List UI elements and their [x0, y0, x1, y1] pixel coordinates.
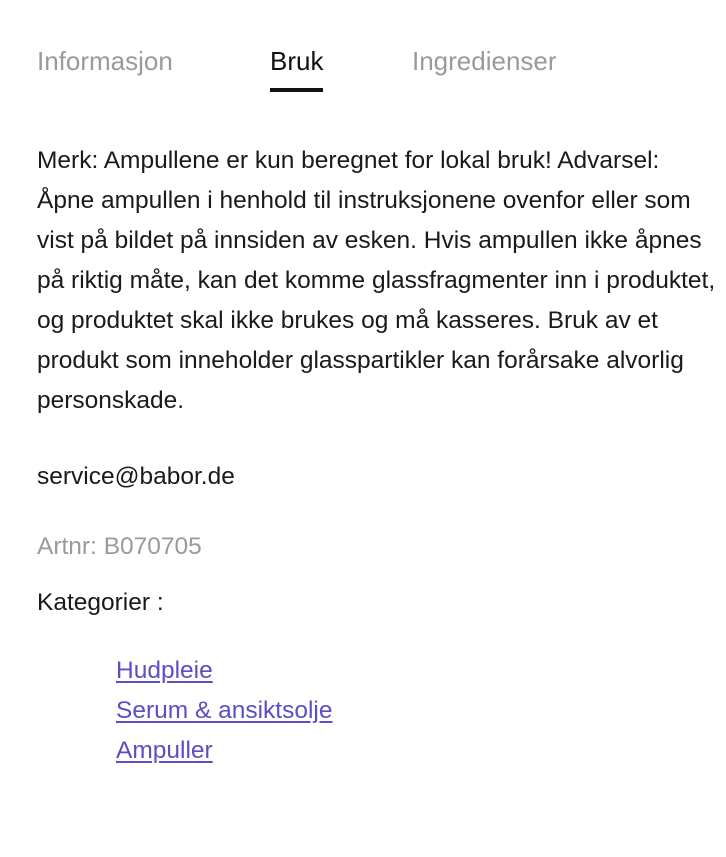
category-link-hudpleie[interactable]: Hudpleie: [116, 657, 213, 684]
category-link-ampuller[interactable]: Ampuller: [116, 737, 213, 764]
tab-ingredienser[interactable]: Ingredienser: [412, 46, 557, 76]
article-number: Artnr: B070705: [37, 533, 202, 560]
product-tabs: [37, 42, 697, 94]
usage-warning-text: Merk: Ampullene er kun beregnet for lokal bruk! Advarsel: Åpne ampullen i henhold til instruksjonene ovenfor eller som vist på bildet på innsiden av esken. Hvis ampullen ikke åpnes på riktig måte, kan det komme glassfragmenter inn i produktet, og produktet skal ikke brukes og må kasseres. Bruk av et produkt som inneholder glasspartikler kan forårsake alvorlig personskade.: [37, 147, 716, 414]
category-item: [116, 731, 717, 771]
tab-bruk[interactable]: Bruk: [270, 42, 323, 80]
contact-email: service@babor.de: [37, 463, 235, 490]
categories-label: Kategorier :: [37, 589, 164, 616]
tab-informasjon[interactable]: Informasjon: [37, 46, 173, 76]
category-item: [116, 691, 717, 731]
category-link-serum-ansiktsolje[interactable]: Serum & ansiktsolje: [116, 697, 333, 724]
tab-panel-bruk: [37, 141, 717, 771]
category-list: [37, 651, 717, 771]
category-item: [116, 651, 717, 691]
